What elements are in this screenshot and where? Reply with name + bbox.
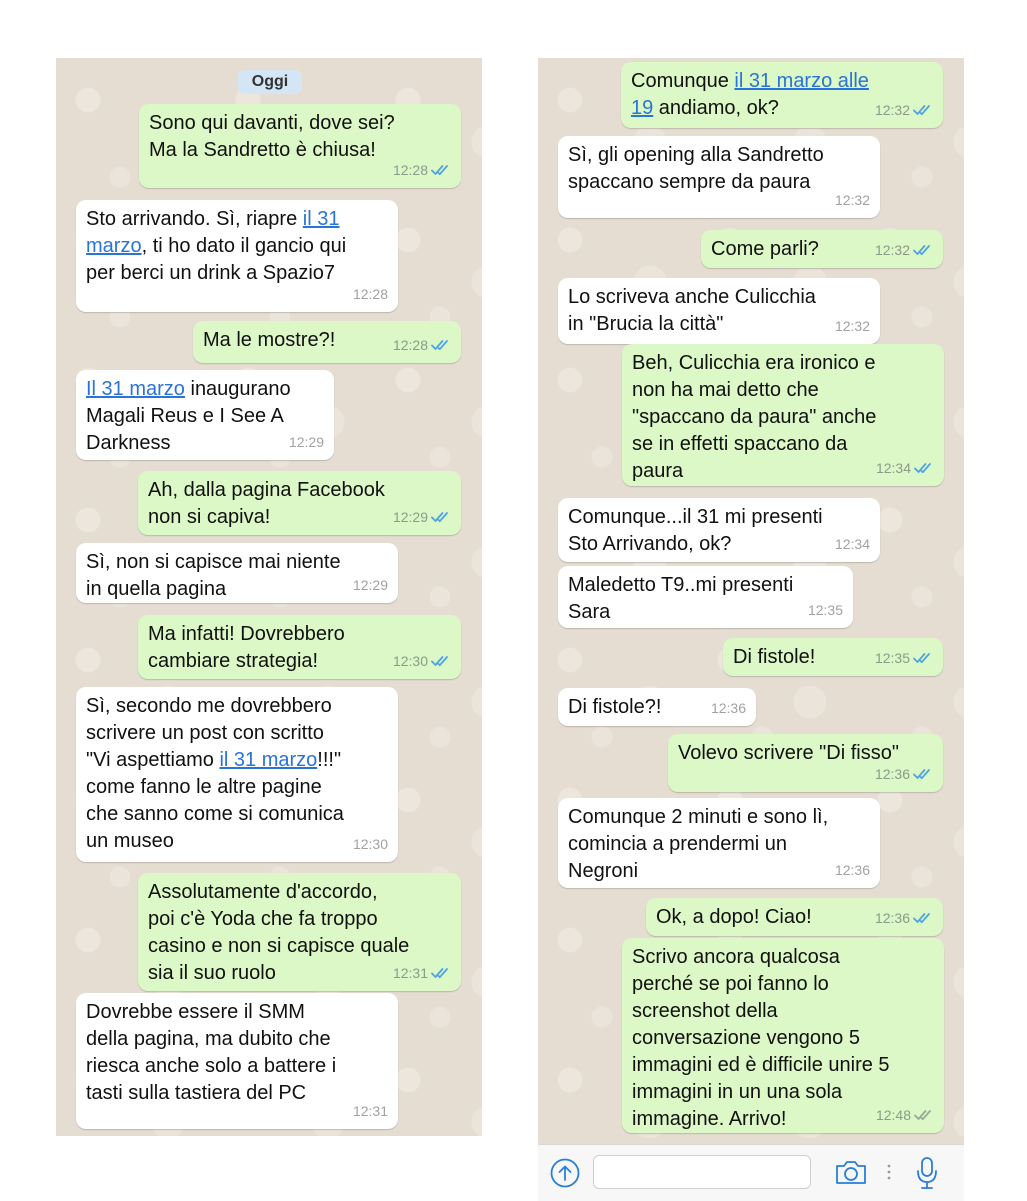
message-timestamp: 12:36 bbox=[710, 700, 746, 716]
message-timestamp: 12:36 bbox=[834, 862, 870, 878]
message-meta bbox=[835, 313, 870, 340]
incoming-message-bubble[interactable] bbox=[76, 543, 398, 603]
message-text-segment: Beh, Culicchia era ironico e non ha mai detto che "spaccano da paura" anche se in effetti spaccano da paura bbox=[632, 352, 877, 482]
message-text-segment: Ok, a dopo! Ciao! bbox=[656, 906, 812, 928]
message-meta bbox=[393, 504, 451, 531]
message-text-segment: !!!" come fanno le altre pagine che sanno come si comunica un museo bbox=[86, 749, 344, 852]
message-timestamp: 12:28 bbox=[392, 162, 428, 178]
message-text-segment: Ma infatti! Dovrebbero cambiare strategia! bbox=[148, 623, 345, 672]
message-meta bbox=[835, 857, 870, 884]
incoming-message-bubble[interactable] bbox=[558, 566, 853, 628]
message-text-segment: andiamo, ok? bbox=[653, 97, 779, 119]
message-meta bbox=[711, 695, 746, 722]
outgoing-message-bubble[interactable] bbox=[701, 230, 943, 268]
outgoing-message-bubble[interactable] bbox=[138, 615, 461, 679]
read-receipt-icon bbox=[431, 339, 451, 351]
message-text-segment: Di fistole! bbox=[733, 646, 816, 668]
message-meta bbox=[353, 831, 388, 858]
message-meta bbox=[835, 187, 870, 214]
date-link[interactable]: il 31 marzo bbox=[219, 749, 318, 771]
upload-arrow-icon[interactable] bbox=[550, 1158, 580, 1193]
message-text bbox=[86, 999, 388, 1107]
message-timestamp: 12:28 bbox=[392, 337, 428, 353]
incoming-message-bubble[interactable] bbox=[76, 200, 398, 312]
message-meta bbox=[875, 645, 933, 672]
message-meta bbox=[353, 572, 388, 599]
message-timestamp: 12:30 bbox=[392, 653, 428, 669]
message-timestamp: 12:32 bbox=[834, 318, 870, 334]
read-receipt-icon bbox=[913, 104, 933, 116]
message-text-segment: Scrivo ancora qualcosa perché se poi fanno lo screenshot della conversazione vengono 5 immagini ed è difficile unire 5 immagini in un una sola immagine. Arrivo! bbox=[632, 946, 890, 1130]
message-text-segment: Dovrebbe essere il SMM della pagina, ma dubito che riesca anche solo a battere i tasti sulla tastiera del PC bbox=[86, 1001, 337, 1104]
message-timestamp: 12:35 bbox=[807, 602, 843, 618]
read-receipt-icon bbox=[431, 511, 451, 523]
incoming-message-bubble[interactable] bbox=[76, 687, 398, 862]
message-timestamp: 12:32 bbox=[874, 102, 910, 118]
read-receipt-icon bbox=[913, 244, 933, 256]
message-text bbox=[568, 572, 843, 626]
message-text-segment: Ah, dalla pagina Facebook non si capiva! bbox=[148, 479, 385, 528]
date-link[interactable]: il 31 marzo bbox=[86, 208, 340, 257]
message-timestamp: 12:32 bbox=[834, 192, 870, 208]
date-link[interactable]: il 31 marzo alle 19 bbox=[631, 70, 869, 119]
message-text-segment: inaugurano Magali Reus e I See A Darkness bbox=[86, 378, 291, 454]
outgoing-message-bubble[interactable] bbox=[668, 734, 943, 792]
read-receipt-icon bbox=[913, 652, 933, 664]
outgoing-message-bubble[interactable] bbox=[139, 104, 461, 188]
message-meta bbox=[353, 281, 388, 308]
incoming-message-bubble[interactable] bbox=[558, 688, 756, 726]
message-input-bar bbox=[538, 1144, 964, 1201]
outgoing-message-bubble[interactable] bbox=[138, 471, 461, 535]
message-text-segment: Sì, non si capisce mai niente in quella pagina bbox=[86, 551, 341, 600]
incoming-message-bubble[interactable] bbox=[558, 278, 880, 344]
microphone-icon[interactable] bbox=[916, 1156, 938, 1195]
read-receipt-icon bbox=[913, 912, 933, 924]
read-receipt-icon bbox=[431, 164, 451, 176]
read-receipt-icon bbox=[914, 462, 934, 474]
message-text-segment: , ti ho dato il gancio qui per berci un drink a Spazio7 bbox=[86, 235, 347, 284]
day-separator: Oggi bbox=[238, 70, 302, 94]
delivered-receipt-icon bbox=[914, 1109, 934, 1121]
message-meta bbox=[289, 429, 324, 456]
message-timestamp: 12:29 bbox=[392, 509, 428, 525]
message-timestamp: 12:34 bbox=[875, 460, 911, 476]
incoming-message-bubble[interactable] bbox=[558, 798, 880, 888]
message-timestamp: 12:28 bbox=[352, 286, 388, 302]
message-text-segment: Assolutamente d'accordo, poi c'è Yoda che fa troppo casino e non si capisce quale sia il suo ruolo bbox=[148, 881, 410, 984]
message-meta bbox=[353, 1098, 388, 1125]
message-meta bbox=[875, 97, 933, 124]
message-text-segment: Ma le mostre?! bbox=[203, 329, 336, 351]
message-timestamp: 12:34 bbox=[834, 536, 870, 552]
message-text-segment: Volevo scrivere "Di fisso" bbox=[678, 742, 899, 764]
read-receipt-icon bbox=[913, 768, 933, 780]
outgoing-message-bubble[interactable] bbox=[622, 344, 944, 486]
message-meta bbox=[875, 761, 933, 788]
incoming-message-bubble[interactable] bbox=[76, 993, 398, 1129]
message-text bbox=[568, 142, 870, 196]
message-timestamp: 12:36 bbox=[874, 910, 910, 926]
message-text-segment: Comunque 2 minuti e sono lì, comincia a prendermi un Negroni bbox=[568, 806, 829, 882]
message-meta bbox=[393, 157, 451, 184]
message-input[interactable] bbox=[593, 1155, 811, 1189]
message-meta bbox=[808, 597, 843, 624]
message-meta bbox=[876, 455, 934, 482]
outgoing-message-bubble[interactable] bbox=[646, 898, 943, 936]
outgoing-message-bubble[interactable] bbox=[621, 62, 943, 128]
message-timestamp: 12:29 bbox=[352, 577, 388, 593]
read-receipt-icon bbox=[431, 655, 451, 667]
message-text bbox=[86, 693, 388, 855]
message-meta bbox=[875, 237, 933, 264]
message-text-segment: Sto arrivando. Sì, riapre bbox=[86, 208, 303, 230]
message-text bbox=[149, 110, 451, 164]
message-meta bbox=[393, 332, 451, 359]
message-text-segment: Lo scriveva anche Culicchia in "Brucia la città" bbox=[568, 286, 816, 335]
outgoing-message-bubble[interactable] bbox=[138, 873, 461, 991]
message-meta bbox=[876, 1102, 934, 1129]
message-timestamp: 12:29 bbox=[288, 434, 324, 450]
incoming-message-bubble[interactable] bbox=[558, 498, 880, 562]
message-meta bbox=[393, 960, 451, 987]
incoming-message-bubble[interactable] bbox=[558, 136, 880, 218]
message-text-segment: Sì, gli opening alla Sandretto spaccano sempre da paura bbox=[568, 144, 824, 193]
outgoing-message-bubble[interactable] bbox=[622, 938, 944, 1133]
message-meta bbox=[835, 531, 870, 558]
outgoing-message-bubble[interactable] bbox=[723, 638, 943, 676]
message-timestamp: 12:48 bbox=[875, 1107, 911, 1123]
chat-screenshot-right bbox=[538, 58, 964, 1200]
incoming-message-bubble[interactable] bbox=[76, 370, 334, 460]
message-text-segment: Comunque bbox=[631, 70, 735, 92]
message-text bbox=[568, 504, 870, 558]
message-text bbox=[568, 804, 870, 885]
message-timestamp: 12:35 bbox=[874, 650, 910, 666]
message-timestamp: 12:32 bbox=[874, 242, 910, 258]
message-text-segment: Di fistole?! bbox=[568, 696, 662, 718]
camera-icon[interactable] bbox=[834, 1159, 868, 1190]
message-timestamp: 12:31 bbox=[352, 1103, 388, 1119]
message-meta bbox=[393, 648, 451, 675]
message-text-segment: Come parli? bbox=[711, 238, 819, 260]
chat-screenshot-left bbox=[56, 58, 482, 1136]
read-receipt-icon bbox=[431, 967, 451, 979]
message-text-segment: Sono qui davanti, dove sei? Ma la Sandretto è chiusa! bbox=[149, 112, 395, 161]
message-timestamp: 12:31 bbox=[392, 965, 428, 981]
outgoing-message-bubble[interactable] bbox=[193, 321, 461, 363]
message-meta bbox=[875, 905, 933, 932]
message-text bbox=[86, 549, 388, 603]
message-text-segment: Maledetto T9..mi presenti Sara bbox=[568, 574, 794, 623]
message-text-segment: Comunque...il 31 mi presenti Sto Arrivando, ok? bbox=[568, 506, 823, 555]
message-text bbox=[86, 206, 388, 287]
message-text bbox=[568, 284, 870, 338]
date-link[interactable]: Il 31 marzo bbox=[86, 378, 185, 400]
message-timestamp: 12:36 bbox=[874, 766, 910, 782]
message-text-segment: Sì, secondo me dovrebbero scrivere un post con scritto "Vi aspettiamo bbox=[86, 695, 332, 771]
more-dots-icon bbox=[887, 1164, 891, 1185]
message-timestamp: 12:30 bbox=[352, 836, 388, 852]
